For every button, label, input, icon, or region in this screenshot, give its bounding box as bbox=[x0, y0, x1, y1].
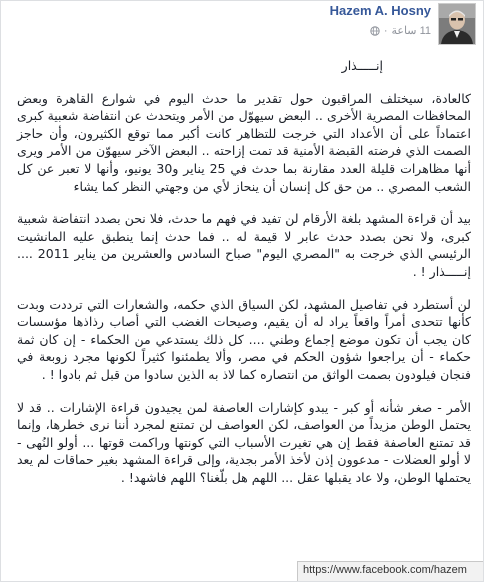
post-paragraph-4: الأمر - صغر شأنه أو كبر - يبدو كإشارات العاصفة لمن يجيدون قراءة الإشارات .. قد لا يحتمل الوطن مزيداً من العواصف، لكن العواصف لن تمتنع لمجرد أننا نرى خطرها، وإنما قد تمتنع العاصفة فقط إن هي تغيرت الأسباب التي كونتها وراكمت قوتها ... أولو النُهى - لا أولو العضلات - مدعوون إذن لأخذ الأمر بجدية، وإلى قراءة المشهد بغير حماقات لم يعد يحتملها الوطن، ولا عاد يقبلها عقل ... اللهم هل بلّغنا؟ اللهم فاشهد! . bbox=[17, 399, 471, 485]
post-paragraph-1: كالعادة، سيختلف المراقبون حول تقدير ما حدث اليوم في شوارع القاهرة وبعض المحافظات المصرية الأخرى .. البعض سيهوّل من الأمر ويتحدث عن انتفاضة شعبية كبرى اعتماداً على أن الأعداد التي خرجت للتظاهر كانت أكبر مما توقع الكثيرون، وأن حاجز الصمت الذي فرضته القبضة الأمنية قد تمت إزاحته .. البعض الآخر سيهوّن من الأمر ويرى أنها مظاهرات قليلة العدد مقارنة بما حدث في 25 يناير و30 يونيو، وأنها لا تعبر عن كل الشعب المصري .. من حق كل إنسان أن ينحاز لأي من وجهتي النظر كما يشاء bbox=[17, 90, 471, 194]
author-name-link[interactable]: Hazem A. Hosny bbox=[329, 3, 431, 18]
post-paragraph-2: بيد أن قراءة المشهد بلغة الأرقام لن تفيد في فهم ما حدث، فلا نحن بصدد انتفاضة شعبية كبرى، ولا نحن بصدد حدث عابر لا قيمة له .. فما حدث إنما ينطبق عليه المانشيت الرئيسي الذي خرجت به "المصري اليوم" صباح السادس والعشرين من يناير 2011 .... إنـــــذار ! . bbox=[17, 211, 471, 279]
avatar-portrait-icon bbox=[439, 4, 475, 44]
post-paragraph-3: لن أستطرد في تفاصيل المشهد، لكن السياق الذي حكمه، والشعارات التي ترددت وبدت كأنها تتحدى أمراً واقعاً يراد له أن يقيم، وصيحات الغضب التي أصاب رذاذها مؤسسات كان يجب أن تكون موضع إجماع وطني .... كل ذلك يستدعي من الحكماء - إن كان ثمة حكماء - أن يراجعوا شؤون الحكم في مصر، وألا يطمئنوا كثيراً لكونها مجرد زوبعة في فنجان فيلودون بصمت الواثق من انتصاره كما لاذ به الذين سادوا من قبل ثم بادوا ! . bbox=[17, 296, 471, 382]
post-header bbox=[1, 1, 483, 51]
author-avatar[interactable] bbox=[438, 3, 476, 45]
post-timestamp-link[interactable]: 11 ساعة bbox=[391, 25, 431, 37]
status-bar-url: https://www.facebook.com/hazem bbox=[297, 561, 483, 581]
post-title: إنـــــذار bbox=[341, 58, 383, 73]
globe-icon[interactable] bbox=[370, 26, 380, 36]
meta-separator: · bbox=[383, 24, 388, 37]
post-meta bbox=[370, 24, 431, 37]
post-body bbox=[17, 57, 471, 501]
